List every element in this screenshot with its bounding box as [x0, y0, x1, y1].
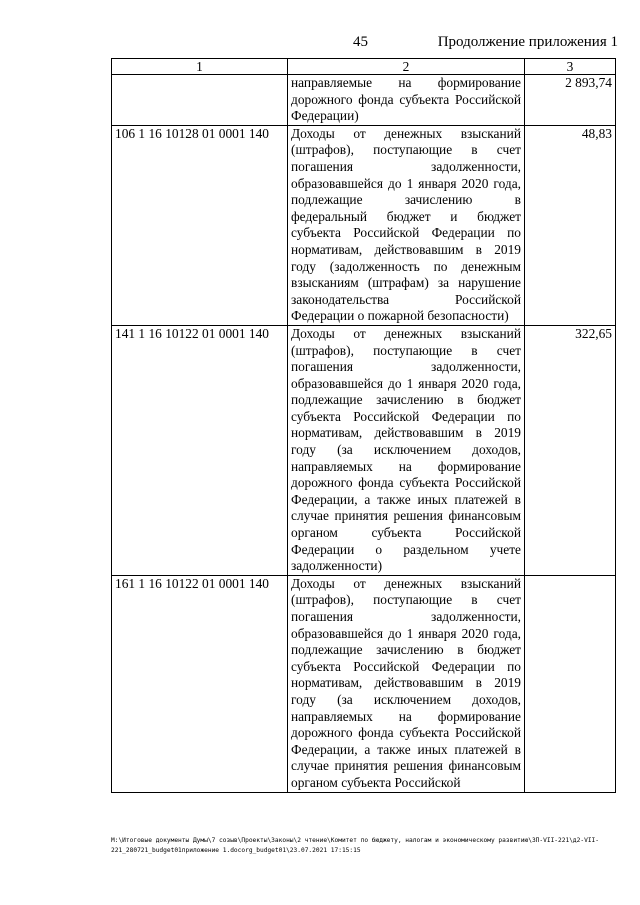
revenue-table	[111, 58, 616, 793]
row-amount: 2 893,74	[525, 75, 616, 126]
table-row	[112, 125, 616, 325]
row-amount: 48,83	[525, 125, 616, 325]
row-code: 161 1 16 10122 01 0001 140	[112, 575, 288, 792]
row-code: 141 1 16 10122 01 0001 140	[112, 325, 288, 575]
row-amount: 322,65	[525, 325, 616, 575]
page-number: 45	[353, 34, 368, 50]
row-amount	[525, 575, 616, 792]
row-description: направляемые на формирование дорожного фонда субъекта Российской Федерации)	[288, 75, 525, 126]
table-row	[112, 75, 616, 126]
column-header-2: 2	[288, 59, 525, 75]
row-code	[112, 75, 288, 126]
column-header-1: 1	[112, 59, 288, 75]
row-description: Доходы от денежных взысканий (штрафов), поступающие в счет погашения задолженности, образовавшейся до 1 января 2020 года, подлежащие зачислению в бюджет субъекта Российской Федерации по нормативам, действовавшим в 2019 году (за исключением доходов, направляемых на формирование дорожного фонда субъекта Российской Федерации, а также иных платежей в случае принятия решения финансовым органом субъекта Российской	[288, 575, 525, 792]
row-code: 106 1 16 10128 01 0001 140	[112, 125, 288, 325]
table-row	[112, 325, 616, 575]
table-header-row	[112, 59, 616, 75]
row-description: Доходы от денежных взысканий (штрафов), поступающие в счет погашения задолженности, образовавшейся до 1 января 2020 года, подлежащие зачислению в федеральный бюджет и бюджет субъекта Российской Федерации по нормативам, действовавшим в 2019 году (задолженность по денежным взысканиям (штрафам) за нарушение законодательства Российской Федерации о пожарной безопасности)	[288, 125, 525, 325]
table-row	[112, 575, 616, 792]
column-header-3: 3	[525, 59, 616, 75]
continuation-label: Продолжение приложения 1	[437, 34, 618, 50]
document-path-footer: M:\Итоговые документы Думы\7 созыв\Проекты\Законы\2 чтение\Комитет по бюджету, налогам и экономическому развитию\ЗП-VII-221\д2-VII-221_280721_budget01приложение 1.docorg_budget01\23.07.2021 17:15:15	[111, 837, 599, 854]
row-description: Доходы от денежных взысканий (штрафов), поступающие в счет погашения задолженности, образовавшейся до 1 января 2020 года, подлежащие зачислению в бюджет субъекта Российской Федерации по нормативам, действовавшим в 2019 году (за исключением доходов, направляемых на формирование дорожного фонда субъекта Российской Федерации, а также иных платежей в случае принятия решения финансовым органом субъекта Российской Федерации о раздельном учете задолженности)	[288, 325, 525, 575]
